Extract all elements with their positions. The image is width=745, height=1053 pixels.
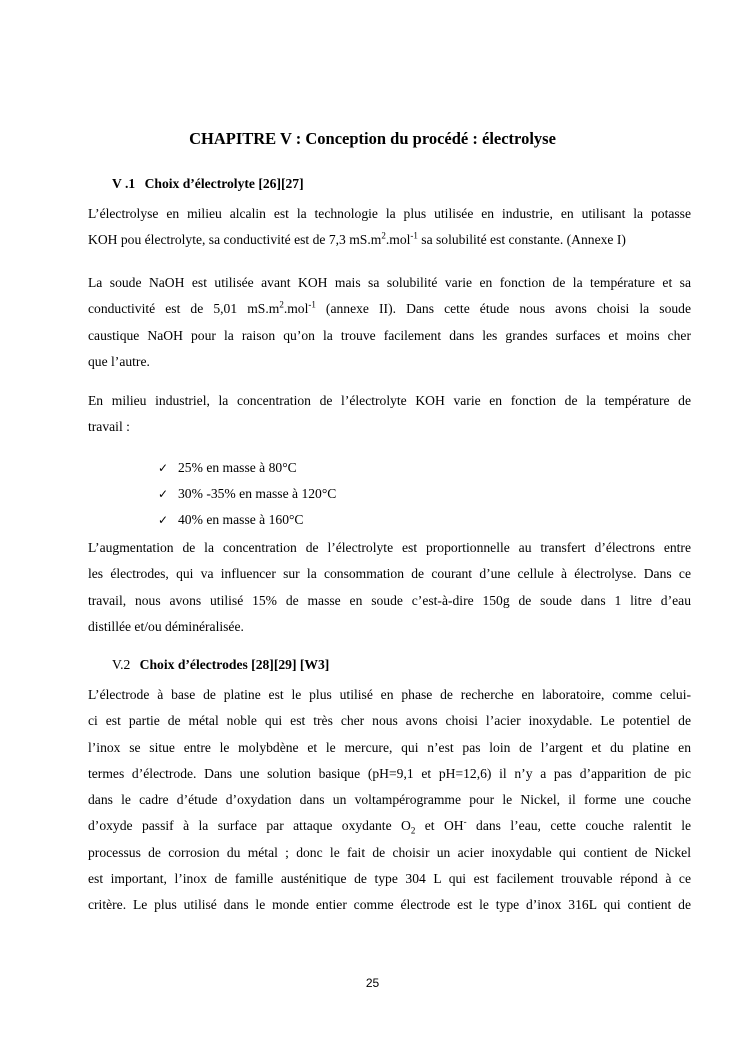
text-line: est important, l’inox de famille austénitique de type 304 L qui est facilement trouvable répond à ce <box>88 871 691 887</box>
paragraph-industrial <box>88 388 691 441</box>
text-line: L’électrolyse en milieu alcalin est la technologie la plus utilisée en industrie, en utilisant la potasse <box>88 206 691 221</box>
text-line: dans le cadre d’étude d’oxydation dans un voltampérogramme pour le Nickel, il forme une couche <box>88 792 691 808</box>
text-line: caustique NaOH pour la raison qu’on la trouve facilement dans les grandes surfaces et moins cher <box>88 327 691 343</box>
text-line: les électrodes, qui va influencer sur la consommation de courant d’une cellule à électrolyse. Dans ce <box>88 566 691 582</box>
section-number: V .1 <box>112 176 136 191</box>
text-line: processus de corrosion du métal ; donc le fait de choisir un acier inoxydable qui contient de Nickel <box>88 844 691 860</box>
text-line: KOH pou électrolyte, sa conductivité est de 7,3 $mS.m^2.mol^{-1}$ sa solubilité est constante. (Annexe I) <box>88 230 626 248</box>
text-line: termes d’électrode. Dans une solution basique (pH=9,1 et pH=12,6) il n’y a pas d’apparition de pic <box>88 765 691 781</box>
text-line: La soude NaOH est utilisée avant KOH mais sa solubilité varie en fonction de la température et sa <box>88 275 691 290</box>
section-title: Choix d’électrolyte [26][27] <box>144 176 304 191</box>
check-icon: ✓ <box>158 513 169 527</box>
concentration-list <box>158 455 336 533</box>
section-heading-electrolyte <box>112 176 304 192</box>
text-line: que l’autre. <box>88 353 150 369</box>
paragraph-koh <box>88 201 691 254</box>
text-line: critère. Le plus utilisé dans le monde entier comme électrode est le type d’inox 316L qui contient de <box>88 897 691 913</box>
check-icon: ✓ <box>158 461 169 475</box>
text-line: distillée et/ou déminéralisée. <box>88 618 244 634</box>
text-line: En milieu industriel, la concentration de l’électrolyte KOH varie en fonction de la température de <box>88 393 691 408</box>
text-line: travail : <box>88 419 130 435</box>
section-title: Choix d’électrodes [28][29] [W3] <box>139 657 330 672</box>
text-line: L’augmentation de la concentration de l’électrolyte est proportionnelle au transfert d’électrons entre <box>88 540 691 555</box>
text-line: conductivité est de 5,01 $mS.m^2.mol^{-1}$ (annexe II). Dans cette étude nous avons choisi la soude <box>88 299 691 317</box>
section-number: V.2 <box>112 657 131 672</box>
page-number: 25 <box>365 976 380 990</box>
paragraph-naoh <box>88 270 691 375</box>
chapter-title: CHAPITRE V : Conception du procédé : électrolyse <box>189 129 556 148</box>
text-line: l’inox se situe entre le molybdène et le mercure, qui n’est pas loin de l’argent et du platine en <box>88 739 691 755</box>
list-item: ✓ 30% -35% en masse à 120°C <box>158 481 336 507</box>
text-line: L’électrode à base de platine est le plus utilisé en phase de recherche en laboratoire, comme celui- <box>88 687 691 702</box>
text-line: d’oxyde passif à la surface par attaque oxydante $O_2$ et OH- dans l’eau, cette couche ralentit le <box>88 816 691 837</box>
check-icon: ✓ <box>158 487 169 501</box>
list-item: ✓ 25% en masse à 80°C <box>158 455 336 481</box>
paragraph-electrodes <box>88 682 691 919</box>
text-line: travail, nous avons utilisé 15% de masse en soude c’est-à-dire 150g de soude dans 1 litre d’eau <box>88 592 691 608</box>
list-item: ✓ 40% en masse à 160°C <box>158 507 336 533</box>
paragraph-concentration <box>88 535 691 640</box>
text-line: ci est partie de métal noble qui est très cher nous avons choisi l’acier inoxydable. Le potentiel de <box>88 713 691 729</box>
section-heading-electrodes <box>112 657 329 673</box>
